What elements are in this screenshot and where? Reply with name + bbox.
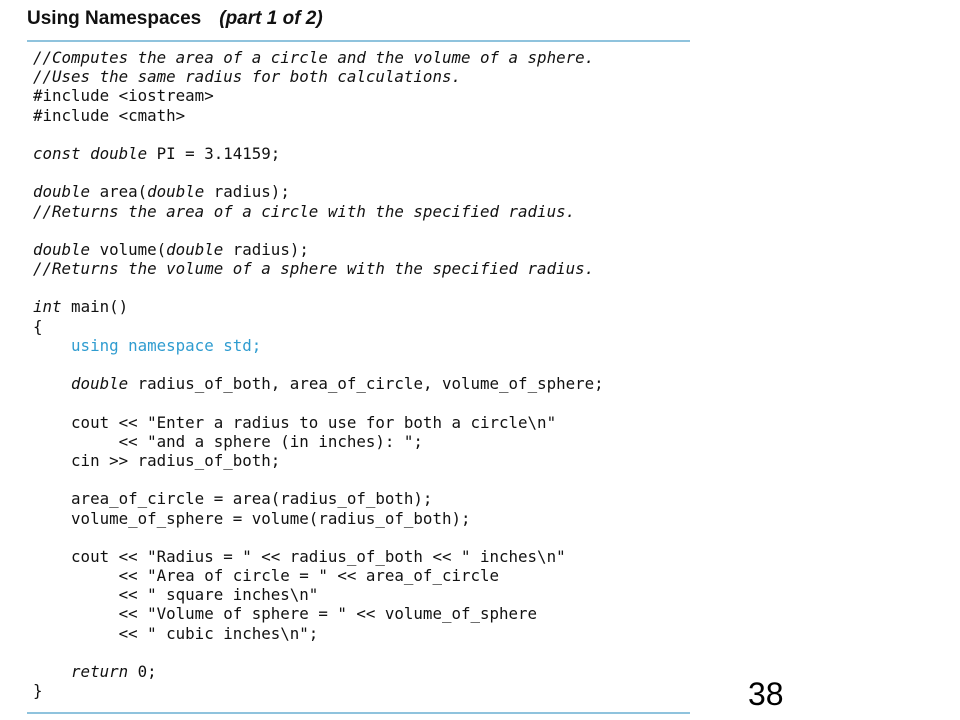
code-text: main() <box>61 297 129 317</box>
code-text: PI = 3.14159; <box>147 143 281 163</box>
code-comment: //Returns the volume of a sphere with the specified radius. <box>33 259 595 279</box>
title-main: Using Namespaces <box>27 8 202 29</box>
code-text: << "and a sphere (in inches): "; <box>33 431 423 451</box>
code-text: area_of_circle = area(radius_of_both); <box>33 489 433 509</box>
code-line <box>33 681 604 700</box>
code-line <box>33 67 604 86</box>
code-line <box>33 86 604 105</box>
code-keyword: const double <box>33 143 148 163</box>
code-keyword: double <box>71 374 129 394</box>
code-keyword: double <box>166 239 224 259</box>
code-comment: //Returns the area of a circle with the specified radius. <box>33 201 576 221</box>
code-text: radius); <box>223 239 309 259</box>
code-line <box>33 48 604 67</box>
code-text: 0; <box>128 662 157 681</box>
slide-title <box>27 8 323 30</box>
code-line <box>33 297 604 316</box>
code-text: } <box>33 681 43 701</box>
code-line <box>33 182 604 201</box>
code-line <box>33 317 604 336</box>
code-comment: //Computes the area of a circle and the volume of a sphere. <box>33 48 595 67</box>
code-line <box>33 604 604 623</box>
code-line <box>33 163 604 182</box>
code-text <box>33 662 71 681</box>
code-text: { <box>33 316 43 336</box>
code-line <box>33 432 604 451</box>
code-comment: //Uses the same radius for both calculations. <box>33 67 461 87</box>
code-text <box>33 336 71 355</box>
code-line <box>33 393 604 412</box>
code-text: << " cubic inches\n"; <box>33 623 319 643</box>
code-keyword: double <box>147 182 205 202</box>
code-line <box>33 125 604 144</box>
code-line <box>33 144 604 163</box>
code-text: cout << "Radius = " << radius_of_both << " inches\n" <box>33 546 566 566</box>
code-text: cout << "Enter a radius to use for both a circle\n" <box>33 412 557 432</box>
code-text <box>33 374 71 393</box>
code-text: area( <box>90 182 148 202</box>
code-line <box>33 643 604 662</box>
code-text: << "Volume of sphere = " << volume_of_sphere <box>33 604 538 624</box>
code-line <box>33 451 604 470</box>
title-part: (part 1 of 2) <box>219 8 323 29</box>
code-line <box>33 413 604 432</box>
top-divider <box>27 40 690 42</box>
code-line <box>33 489 604 508</box>
code-text: volume( <box>90 239 167 259</box>
code-keyword: double <box>33 182 91 202</box>
code-text: #include <cmath> <box>33 105 186 125</box>
code-line <box>33 240 604 259</box>
code-line <box>33 547 604 566</box>
code-keyword: return <box>71 662 129 681</box>
code-line <box>33 202 604 221</box>
code-line <box>33 470 604 489</box>
code-line <box>33 585 604 604</box>
code-line <box>33 528 604 547</box>
code-keyword: int <box>33 297 62 317</box>
code-line <box>33 566 604 585</box>
page-number: 38 <box>748 676 784 712</box>
code-line <box>33 662 604 681</box>
code-listing <box>33 48 604 700</box>
code-text: radius); <box>204 182 290 202</box>
code-text: cin >> radius_of_both; <box>33 450 281 470</box>
code-line <box>33 374 604 393</box>
bottom-divider <box>27 712 690 714</box>
code-line <box>33 509 604 528</box>
code-text: << " square inches\n" <box>33 585 319 605</box>
code-text: radius_of_both, area_of_circle, volume_of_sphere; <box>128 374 604 394</box>
code-line <box>33 106 604 125</box>
code-text: volume_of_sphere = volume(radius_of_both); <box>33 508 471 528</box>
code-line <box>33 336 604 355</box>
code-line <box>33 278 604 297</box>
code-line <box>33 221 604 240</box>
code-highlight: using namespace std; <box>71 335 262 355</box>
code-keyword: double <box>33 239 91 259</box>
code-line <box>33 624 604 643</box>
code-text: << "Area of circle = " << area_of_circle <box>33 566 500 586</box>
code-line <box>33 355 604 374</box>
code-text: #include <iostream> <box>33 86 214 106</box>
code-line <box>33 259 604 278</box>
